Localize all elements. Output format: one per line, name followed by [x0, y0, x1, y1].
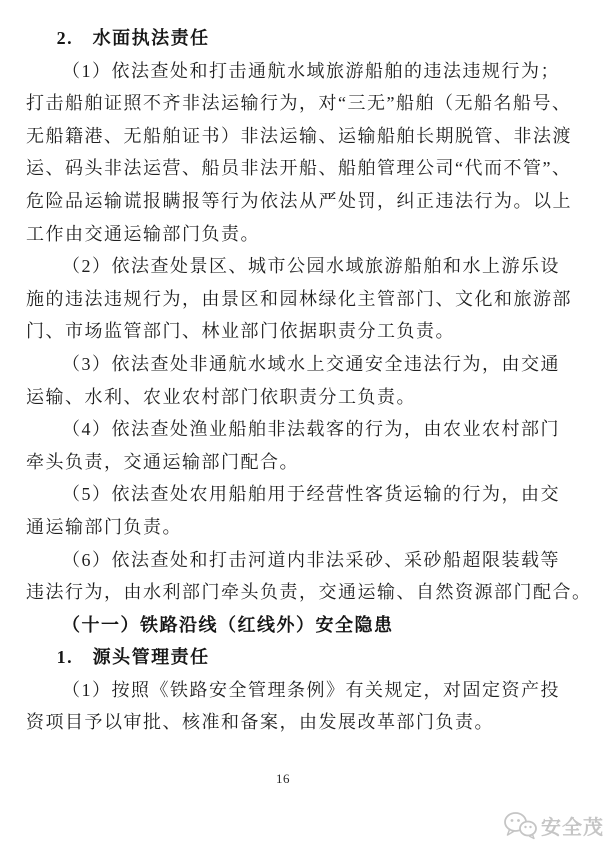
paragraph-line: （3）依法查处非通航水域水上交通安全违法行为，由交通 — [62, 353, 560, 374]
paragraph-line: 运、码头非法运营、船员非法开船、船舶管理公司“代而不管”、 — [26, 158, 572, 179]
paragraph-line: 违法行为，由水利部门牵头负责，交通运输、自然资源部门配合。 — [26, 582, 592, 603]
paragraph-line: （5）依法查处农用船舶用于经营性客货运输的行为，由交 — [62, 484, 560, 505]
paragraph-line: （1）按照《铁路安全管理条例》有关规定，对固定资产投 — [62, 679, 560, 700]
document-body — [26, 22, 592, 739]
paragraph-line: 工作由交通运输部门负责。 — [26, 223, 260, 244]
watermark — [503, 811, 604, 840]
watermark-brand: 安全茂 — [541, 817, 604, 839]
paragraph-line: （1）依法查处和打击通航水域旅游船舶的违法违规行为； — [62, 60, 560, 81]
paragraph-line: （2）依法查处景区、城市公园水域旅游船舶和水上游乐设 — [62, 256, 560, 277]
page-number: 16 — [276, 771, 290, 786]
heading-line: （十一）铁路沿线（红线外）安全隐患 — [62, 614, 394, 635]
heading-line: 1. 源头管理责任 — [56, 647, 210, 668]
paragraph-line: 运输、水利、农业农村部门依职责分工负责。 — [26, 386, 416, 407]
paragraph-line: 危险品运输谎报瞒报等行为依法从严处罚，纠正违法行为。以上 — [26, 190, 572, 211]
paragraph-line: （4）依法查处渔业船舶非法载客的行为，由农业农村部门 — [62, 419, 560, 440]
paragraph-line: （6）依法查处和打击河道内非法采砂、采砂船超限装载等 — [62, 549, 560, 570]
paragraph-line: 施的违法违规行为，由景区和园林绿化主管部门、文化和旅游部 — [26, 288, 572, 309]
paragraph-line: 通运输部门负责。 — [26, 516, 182, 537]
paragraph-line: 牵头负责，交通运输部门配合。 — [26, 451, 299, 472]
paragraph-line: 无船籍港、无船舶证书）非法运输、运输船舶长期脱管、非法渡 — [26, 125, 572, 146]
paragraph-line: 打击船舶证照不齐非法运输行为，对“三无”船舶（无船名船号、 — [26, 93, 572, 114]
wechat-icon — [503, 811, 537, 840]
paragraph-line: 门、市场监管部门、林业部门依据职责分工负责。 — [26, 321, 455, 342]
heading-line: 2. 水面执法责任 — [56, 28, 210, 48]
paragraph-line: 资项目予以审批、核准和备案，由发展改革部门负责。 — [26, 712, 494, 733]
